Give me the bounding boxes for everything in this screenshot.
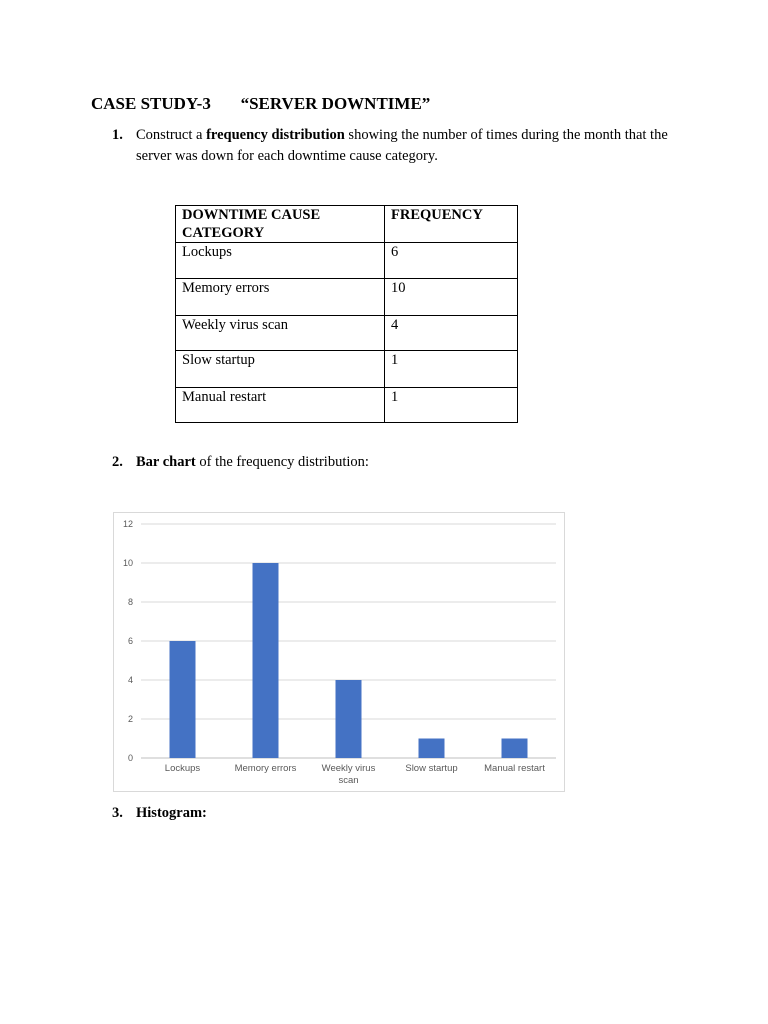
bar-memory-errors bbox=[253, 563, 279, 758]
question-3-bold: Histogram: bbox=[136, 805, 207, 821]
y-tick-label: 4 bbox=[127, 675, 133, 685]
bar-slow-startup bbox=[419, 739, 445, 759]
table-cell-frequency: 1 bbox=[385, 351, 518, 388]
table-cell-category: Lockups bbox=[176, 243, 385, 279]
table-row bbox=[176, 316, 518, 351]
table-cell-frequency: 10 bbox=[385, 279, 518, 316]
table-header-category: DOWNTIME CAUSE CATEGORY bbox=[176, 206, 385, 243]
bar-manual-restart bbox=[502, 739, 528, 759]
bar-lockups bbox=[170, 641, 196, 758]
question-2-bold: Bar chart bbox=[136, 454, 196, 470]
question-2-text: Bar chart of the frequency distribution: bbox=[136, 454, 369, 470]
y-tick-label: 8 bbox=[127, 597, 133, 607]
table-cell-frequency: 4 bbox=[385, 316, 518, 351]
table-cell-category: Manual restart bbox=[176, 388, 385, 423]
question-1-number: 1. bbox=[112, 127, 123, 143]
table-cell-category: Slow startup bbox=[176, 351, 385, 388]
table-cell-frequency: 1 bbox=[385, 388, 518, 423]
question-3-number: 3. bbox=[112, 805, 123, 821]
question-1-bold: frequency distribution bbox=[206, 127, 345, 143]
table-header-frequency: FREQUENCY bbox=[385, 206, 518, 243]
x-tick-label: Memory errors bbox=[234, 763, 297, 774]
x-tick-label: Lockups bbox=[164, 763, 201, 774]
table-cell-category: Weekly virus scan bbox=[176, 316, 385, 351]
y-tick-label: 0 bbox=[127, 753, 133, 763]
y-tick-label: 2 bbox=[127, 714, 133, 724]
table-row bbox=[176, 279, 518, 316]
table-cell-frequency: 6 bbox=[385, 243, 518, 279]
table-row bbox=[176, 243, 518, 279]
question-1-text: Construct a frequency distribution showing the number of times during the month that the server was down for each downtime cause category. bbox=[136, 127, 668, 164]
y-tick-label: 12 bbox=[122, 519, 133, 529]
bar-weekly-virus-scan bbox=[336, 680, 362, 758]
x-tick-label: Weekly virus scan bbox=[321, 763, 376, 786]
table-cell-category: Memory errors bbox=[176, 279, 385, 316]
table-row bbox=[176, 351, 518, 388]
x-tick-label: Manual restart bbox=[484, 763, 545, 774]
y-tick-label: 10 bbox=[122, 558, 133, 568]
question-3-text bbox=[136, 803, 696, 824]
table-row bbox=[176, 388, 518, 423]
x-tick-label: Slow startup bbox=[405, 763, 458, 774]
bar-chart-svg bbox=[114, 513, 564, 791]
question-2-number: 2. bbox=[112, 454, 123, 470]
bar-chart bbox=[113, 512, 565, 792]
y-tick-label: 6 bbox=[127, 636, 133, 646]
table-header-row bbox=[176, 206, 518, 243]
document-title: CASE STUDY-3 “SERVER DOWNTIME” bbox=[91, 94, 431, 113]
frequency-table bbox=[175, 205, 518, 423]
